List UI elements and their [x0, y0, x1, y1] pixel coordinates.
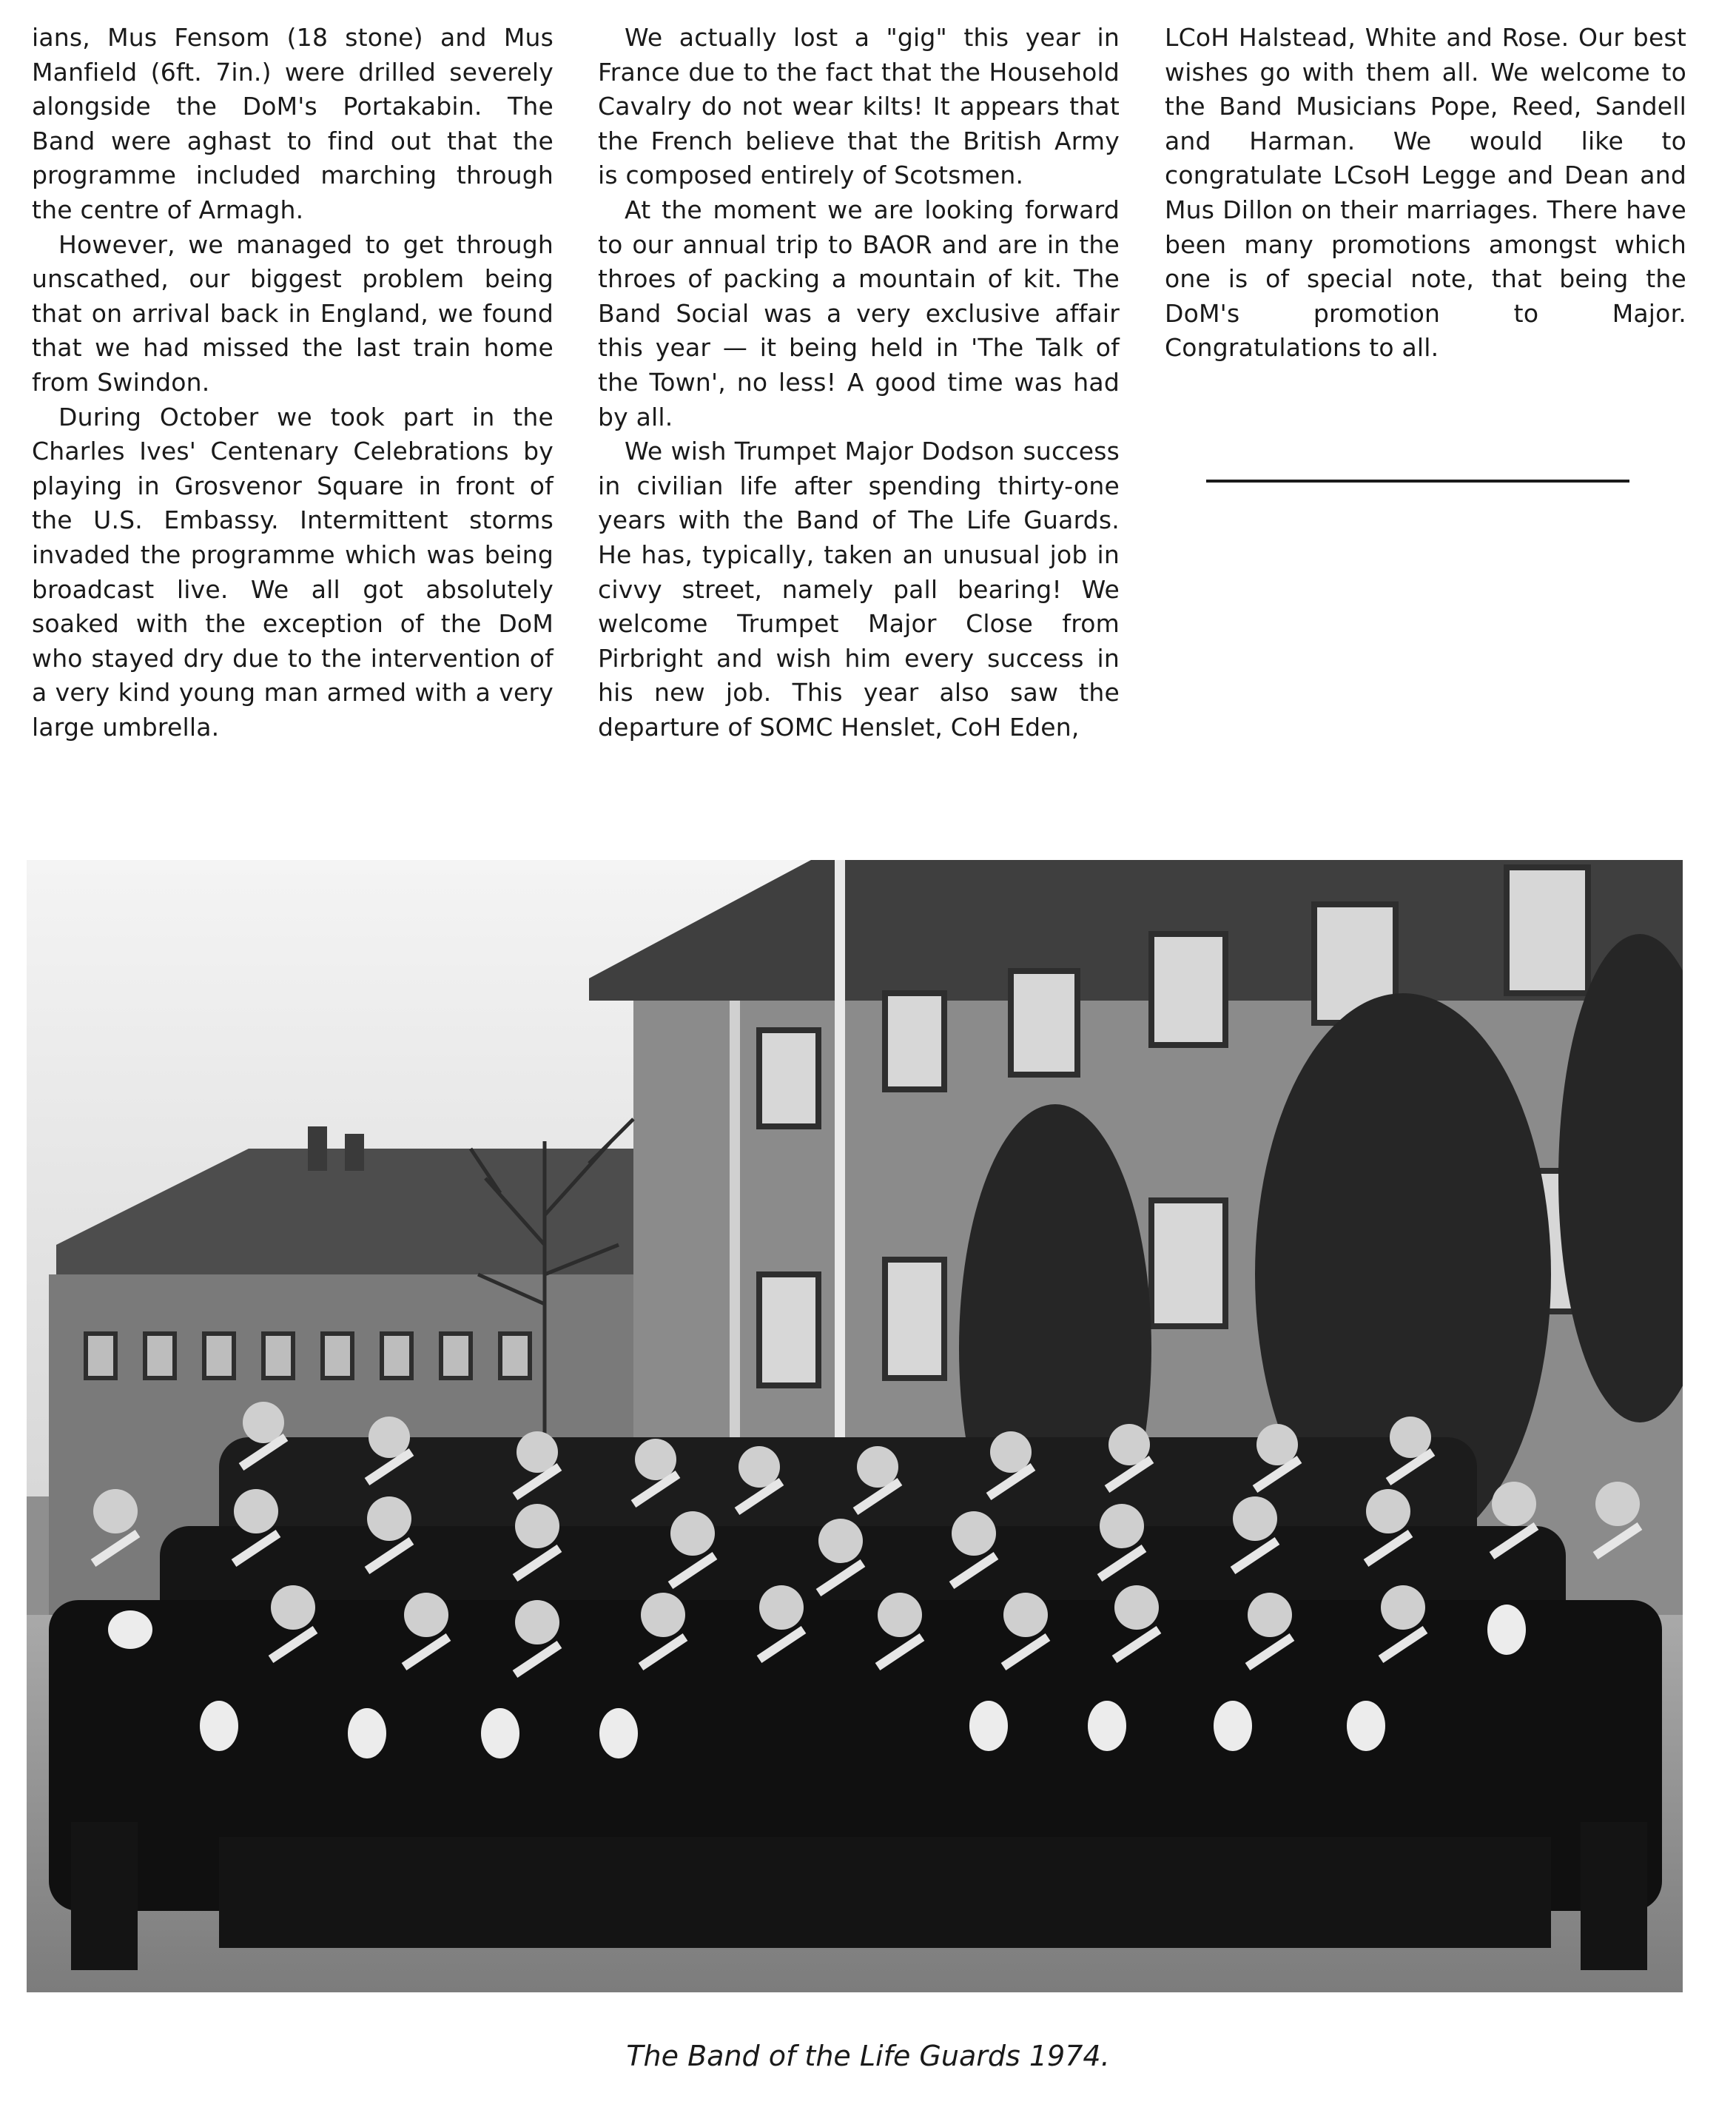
text-column-3	[1165, 21, 1686, 366]
paragraph: We wish Trumpet Major Dodson success in civilian life after spending thirty-one years with the Band of The Life Guards. He has, typically, taken an unusual job in civvy street, namely pall bearing! We welcome Trumpet Major Close from Pirbright and wish him every success in his new job. This year also saw the departure of SOMC Henslet, CoH Eden,	[598, 437, 1120, 742]
paragraph: During October we took part in the Charles Ives' Centenary Celebrations by playing in Grosvenor Square in front of the U.S. Embassy. Intermittent storms invaded the programme which was being broadcast live. We all got absolutely soaked with the exception of the DoM who stayed dry due to the intervention of a very kind young man armed with a very large umbrella.	[32, 402, 554, 742]
paragraph: LCoH Halstead, White and Rose. Our best wishes go with them all. We welcome to the Band Musicians Pope, Reed, Sandell and Harman. We would like to congratulate LCsoH Legge and Dean and Mus Dillon on their marriages. There have been many promotions amongst which one is of special note, that being the DoM's promotion to Major. Congratulations to all.	[1165, 23, 1686, 363]
text-column-1	[32, 21, 554, 745]
paragraph: We actually lost a "gig" this year in France due to the fact that the Household Cavalry do not wear kilts! It appears that the French believe that the British Army is composed entirely of Scotsmen.	[598, 23, 1120, 190]
paragraph: At the moment we are looking forward to our annual trip to BAOR and are in the throes of packing a mountain of kit. The Band Social was a very exclusive affair this year — it being held in 'The Talk of the Town', no less! A good time was had by all.	[598, 195, 1120, 431]
text-column-2	[598, 21, 1120, 745]
band-members	[49, 1402, 1662, 1970]
paragraph: ians, Mus Fensom (18 stone) and Mus Manfield (6ft. 7in.) were drilled severely alongside the DoM's Portakabin. The Band were aghast to find out that the programme included marching through the centre of Armagh.	[32, 23, 554, 224]
photo-caption: The Band of the Life Guards 1974.	[626, 2040, 1110, 2072]
band-photograph	[27, 860, 1683, 1992]
paragraph: However, we managed to get through unscathed, our biggest problem being that on arrival back in England, we found that we had missed the last train home from Swindon.	[32, 229, 554, 397]
section-divider	[1206, 480, 1629, 483]
